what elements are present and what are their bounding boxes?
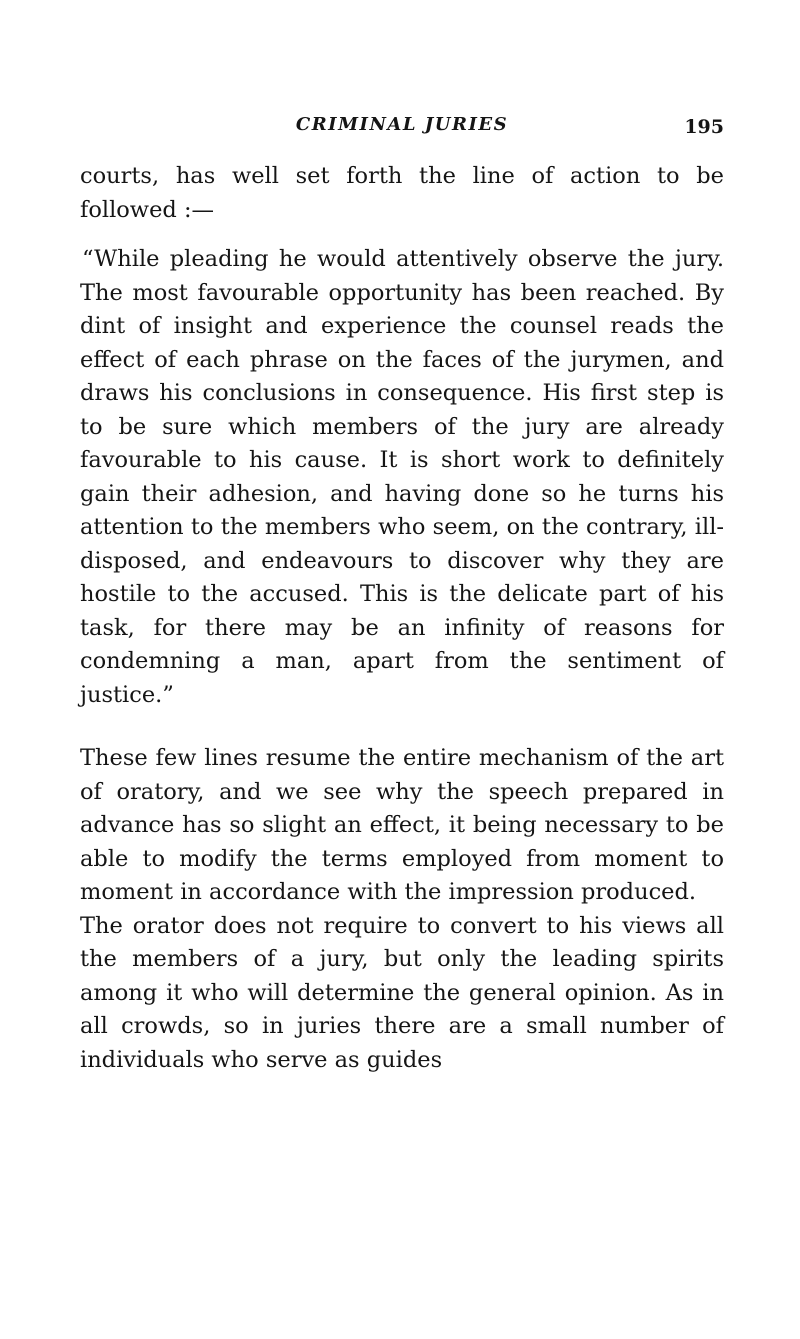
running-head [80, 114, 724, 142]
body-text [80, 160, 724, 1077]
paragraph-orator: The orator does not require to convert to his views all the members of a jury, but only the leading spirits among it who will determine the general opinion. As in all crowds, so in juries there are a small number of individuals who serve as guides [80, 912, 724, 1073]
page-number: 195 [684, 116, 724, 138]
paragraph-continuation: courts, has well set forth the line of action to be followed :— [80, 163, 724, 223]
quoted-paragraph: “While pleading he would attentively observe the jury. The most favourable opportunity has been reached. By dint of insight and experience the counsel reads the effect of each phrase on the faces of the jurymen, and draws his conclusions in consequence. His first step is to be sure which members of the jury are already favourable to his cause. It is short work to definitely gain their adhesion, and having done so he turns his attention to the members who seem, on the contrary, ill-disposed, and endeavours to discover why they are hostile to the accused. This is the delicate part of his task, for there may be an infinity of reasons for condemning a man, apart from the sentiment of justice.” [80, 246, 724, 708]
running-title: CRIMINAL JURIES [295, 114, 509, 135]
paragraph-oratory: These few lines resume the entire mechanism of the art of oratory, and we see why the speech prepared in advance has so slight an effect, it being necessary to be able to modify the terms employed from moment to moment in accordance with the impression produced. [80, 745, 724, 905]
